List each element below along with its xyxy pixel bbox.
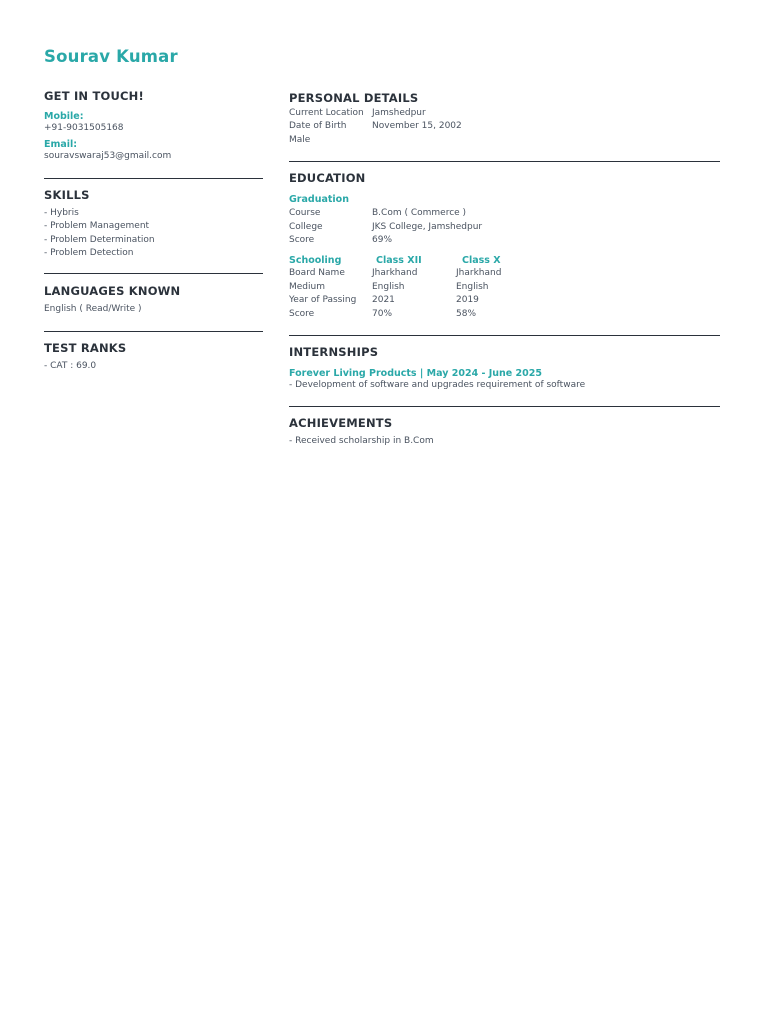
- education-section: [289, 171, 720, 321]
- class-x-heading: Class X: [462, 255, 501, 267]
- course-row: [289, 207, 720, 220]
- divider: [289, 406, 720, 407]
- location-value: Jamshedpur: [372, 108, 426, 118]
- location-label: Current Location: [289, 108, 364, 118]
- location-row: [289, 107, 720, 120]
- college-label: College: [289, 221, 323, 232]
- schooling-row: [289, 267, 720, 280]
- college-row: [289, 221, 720, 234]
- graduation-score-row: [289, 234, 720, 247]
- achievements-section: [289, 416, 720, 448]
- languages-section: [44, 284, 263, 316]
- class-x-value: 58%: [456, 308, 477, 319]
- schooling-row-label: Score: [289, 308, 315, 319]
- internships-section: [289, 345, 720, 392]
- skills-section: [44, 188, 263, 261]
- left-column: [44, 89, 263, 373]
- class-x-value: English: [456, 281, 489, 292]
- divider: [289, 335, 720, 336]
- mobile-label: Mobile:: [44, 111, 84, 122]
- right-column: [289, 91, 720, 449]
- divider: [289, 161, 720, 162]
- college-value: JKS College, Jamshedpur: [372, 221, 483, 232]
- divider: [44, 331, 263, 332]
- schooling-header: [289, 254, 720, 267]
- schooling-row: [289, 281, 720, 294]
- dob-row: [289, 120, 720, 133]
- internships-heading: INTERNSHIPS: [289, 345, 379, 360]
- contact-heading: GET IN TOUCH!: [44, 89, 144, 103]
- internship-title: Forever Living Products | May 2024 - June 2025: [289, 368, 542, 380]
- test-ranks-section: [44, 341, 263, 373]
- schooling-row-label: Board Name: [289, 268, 345, 279]
- skill-item: - Hybris: [44, 207, 79, 218]
- schooling-heading: Schooling: [289, 255, 342, 267]
- divider: [44, 178, 263, 179]
- contact-section: [44, 89, 263, 164]
- test-rank-item: - CAT : 69.0: [44, 360, 97, 371]
- gender-row: [289, 134, 720, 147]
- graduation-heading: Graduation: [289, 194, 349, 206]
- class-xii-value: English: [372, 281, 405, 292]
- schooling-row: [289, 308, 720, 321]
- email-value: souravswaraj53@gmail.com: [44, 151, 172, 162]
- education-heading: EDUCATION: [289, 171, 366, 186]
- dob-value: November 15, 2002: [372, 121, 462, 132]
- skill-item: - Problem Determination: [44, 234, 155, 245]
- languages-value: English ( Read/Write ): [44, 304, 142, 315]
- languages-heading: LANGUAGES KNOWN: [44, 284, 181, 299]
- candidate-name: Sourav Kumar: [44, 47, 178, 66]
- course-label: Course: [289, 208, 321, 219]
- class-x-value: 2019: [456, 295, 479, 306]
- skills-heading: SKILLS: [44, 187, 90, 202]
- dob-label: Date of Birth: [289, 121, 347, 132]
- personal-details-section: [289, 91, 720, 147]
- class-xii-heading: Class XII: [376, 255, 422, 267]
- skill-item: - Problem Detection: [44, 248, 134, 259]
- schooling-row: [289, 294, 720, 307]
- gender-value: Male: [289, 134, 311, 145]
- class-x-value: Jharkhand: [456, 268, 502, 279]
- class-xii-value: 70%: [372, 308, 393, 319]
- course-value: B.Com ( Commerce ): [372, 208, 467, 219]
- achievement-item: - Received scholarship in B.Com: [289, 436, 434, 447]
- internship-item: - Development of software and upgrades requirement of software: [289, 380, 586, 391]
- achievements-heading: ACHIEVEMENTS: [289, 416, 393, 431]
- class-xii-value: 2021: [372, 295, 395, 306]
- graduation-score-value: 69%: [372, 235, 393, 246]
- skill-item: - Problem Management: [44, 221, 150, 232]
- schooling-row-label: Medium: [289, 281, 325, 292]
- class-xii-value: Jharkhand: [372, 268, 418, 279]
- personal-heading: PERSONAL DETAILS: [289, 91, 419, 105]
- email-label: Email:: [44, 139, 78, 151]
- test-ranks-heading: TEST RANKS: [44, 340, 127, 355]
- schooling-row-label: Year of Passing: [289, 295, 357, 306]
- mobile-value: +91-9031505168: [44, 123, 124, 133]
- graduation-score-label: Score: [289, 235, 315, 246]
- divider: [44, 273, 263, 274]
